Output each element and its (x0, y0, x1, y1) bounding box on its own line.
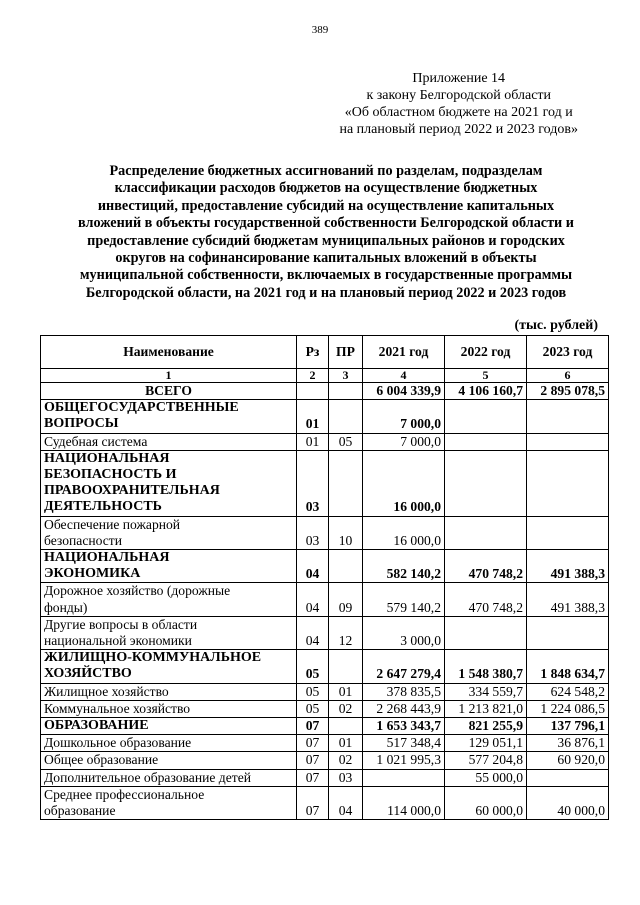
row-name (41, 550, 297, 583)
row-value-2022: 470 748,2 (445, 583, 527, 616)
row-name-line: БЕЗОПАСНОСТЬ И (44, 467, 177, 483)
table-row (41, 769, 609, 786)
row-value-2021 (363, 769, 445, 786)
row-name (41, 383, 297, 400)
row-pr (329, 650, 363, 683)
row-value-2023: 1 848 634,7 (527, 650, 609, 683)
row-value-2023: 2 895 078,5 (527, 383, 609, 400)
row-name-line: Судебная система (44, 433, 148, 449)
row-rz: 07 (297, 769, 329, 786)
row-name-line: безопасности (44, 532, 123, 548)
row-value-2023 (527, 516, 609, 549)
row-name (41, 433, 297, 450)
title-line: Белгородской области, на 2021 год и на плановый период 2022 и 2023 годов (85, 284, 567, 301)
row-name-line: Другие вопросы в области (44, 616, 198, 632)
row-value-2022: 60 000,0 (445, 786, 527, 819)
row-name (41, 516, 297, 549)
row-value-2021: 378 835,5 (363, 683, 445, 700)
row-rz (297, 383, 329, 400)
row-value-2021: 7 000,0 (363, 400, 445, 433)
table-row (41, 650, 609, 683)
row-name (41, 769, 297, 786)
row-value-2021: 3 000,0 (363, 616, 445, 649)
appendix-line: «Об областном бюджете на 2021 год и (344, 105, 573, 120)
row-pr: 12 (329, 616, 363, 649)
row-name-line: НАЦИОНАЛЬНАЯ (44, 450, 170, 466)
row-value-2023: 40 000,0 (527, 786, 609, 819)
row-value-2021: 1 021 995,3 (363, 752, 445, 769)
column-number: 5 (445, 369, 527, 383)
row-pr (329, 400, 363, 433)
table-row (41, 583, 609, 616)
row-value-2022: 334 559,7 (445, 683, 527, 700)
row-pr: 09 (329, 583, 363, 616)
row-pr: 10 (329, 516, 363, 549)
row-name (41, 718, 297, 735)
budget-table-body (41, 383, 609, 820)
row-value-2021: 2 647 279,4 (363, 650, 445, 683)
row-value-2023 (527, 400, 609, 433)
row-name (41, 683, 297, 700)
row-name-line: Общее образование (44, 752, 159, 768)
table-row (41, 516, 609, 549)
row-value-2023: 624 548,2 (527, 683, 609, 700)
row-name-line: ВСЕГО (145, 383, 192, 398)
appendix-line: Приложение 14 (412, 71, 506, 86)
row-name (41, 616, 297, 649)
table-row (41, 752, 609, 769)
appendix-line: к закону Белгородской области (366, 88, 552, 103)
table-row (41, 735, 609, 752)
row-name-line: ОБЩЕГОСУДАРСТВЕННЫЕ (44, 400, 239, 416)
row-value-2021: 114 000,0 (363, 786, 445, 819)
table-row (41, 616, 609, 649)
row-value-2021: 2 268 443,9 (363, 700, 445, 717)
appendix-block (339, 70, 578, 138)
row-name-line: Дополнительное образование детей (44, 769, 252, 785)
units-label: (тыс. рублей) (514, 318, 598, 333)
row-rz: 01 (297, 400, 329, 433)
row-value-2022 (445, 516, 527, 549)
row-pr: 02 (329, 700, 363, 717)
row-name-line: ЭКОНОМИКА (44, 566, 141, 582)
row-value-2022: 470 748,2 (445, 550, 527, 583)
row-name-line: ДЕЯТЕЛЬНОСТЬ (44, 499, 162, 515)
header-name: Наименование (41, 336, 297, 369)
header-pr: ПР (329, 336, 363, 369)
table-row (41, 718, 609, 735)
row-rz: 07 (297, 786, 329, 819)
row-pr: 01 (329, 735, 363, 752)
row-rz: 07 (297, 735, 329, 752)
row-rz: 04 (297, 550, 329, 583)
column-number: 3 (329, 369, 363, 383)
table-row (41, 383, 609, 400)
row-value-2023: 491 388,3 (527, 550, 609, 583)
title-line: классификации расходов бюджетов на осуществление бюджетных (114, 180, 538, 197)
budget-table (40, 335, 609, 820)
title-line: предоставление субсидий бюджетам муниципальных районов и городских (87, 232, 565, 249)
table-row (41, 433, 609, 450)
row-value-2022 (445, 616, 527, 649)
row-value-2021: 16 000,0 (363, 516, 445, 549)
row-value-2023: 60 920,0 (527, 752, 609, 769)
row-value-2022: 4 106 160,7 (445, 383, 527, 400)
row-rz: 05 (297, 700, 329, 717)
row-name (41, 400, 297, 433)
row-value-2023 (527, 433, 609, 450)
row-value-2021: 6 004 339,9 (363, 383, 445, 400)
table-row (41, 400, 609, 433)
table-row (41, 450, 609, 516)
row-pr: 02 (329, 752, 363, 769)
row-name-line: Обеспечение пожарной (44, 516, 181, 532)
row-value-2023 (527, 450, 609, 516)
appendix-line: на плановый период 2022 и 2023 годов» (339, 122, 578, 137)
title-line: Распределение бюджетных ассигнований по разделам, подразделам (109, 163, 543, 179)
column-number: 2 (297, 369, 329, 383)
column-number: 1 (41, 369, 297, 383)
row-value-2021: 16 000,0 (363, 450, 445, 516)
row-value-2022: 1 548 380,7 (445, 650, 527, 683)
row-name (41, 735, 297, 752)
row-pr (329, 383, 363, 400)
row-value-2022: 821 255,9 (445, 718, 527, 735)
row-name-line: Дошкольное образование (44, 735, 192, 751)
row-value-2023: 137 796,1 (527, 718, 609, 735)
header-rz: Рз (297, 336, 329, 369)
row-value-2022 (445, 450, 527, 516)
row-rz: 05 (297, 683, 329, 700)
title-line: муниципальной собственности, включаемых в государственные программы (79, 267, 573, 284)
row-value-2022: 55 000,0 (445, 769, 527, 786)
row-name-line: Коммунальное хозяйство (44, 700, 191, 716)
row-value-2023 (527, 616, 609, 649)
row-pr: 03 (329, 769, 363, 786)
row-value-2023: 36 876,1 (527, 735, 609, 752)
row-name (41, 752, 297, 769)
row-pr: 01 (329, 683, 363, 700)
row-name (41, 583, 297, 616)
row-rz: 05 (297, 650, 329, 683)
table-row (41, 550, 609, 583)
row-rz: 07 (297, 718, 329, 735)
row-rz: 07 (297, 752, 329, 769)
row-name-line: ЖИЛИЩНО-КОММУНАЛЬНОЕ (44, 650, 262, 666)
row-name-line: НАЦИОНАЛЬНАЯ (44, 550, 170, 566)
row-name-line: фонды) (44, 599, 88, 615)
row-rz: 04 (297, 583, 329, 616)
row-name-line: Жилищное хозяйство (44, 683, 169, 699)
row-rz: 03 (297, 516, 329, 549)
row-value-2023: 491 388,3 (527, 583, 609, 616)
row-pr: 04 (329, 786, 363, 819)
row-pr (329, 718, 363, 735)
column-number: 4 (363, 369, 445, 383)
row-pr (329, 550, 363, 583)
row-name-line: ВОПРОСЫ (44, 416, 119, 432)
table-row (41, 786, 609, 819)
row-rz: 03 (297, 450, 329, 516)
row-name (41, 700, 297, 717)
row-name-line: Дорожное хозяйство (дорожные (44, 583, 231, 599)
row-value-2021: 582 140,2 (363, 550, 445, 583)
row-value-2022: 129 051,1 (445, 735, 527, 752)
row-value-2022: 1 213 821,0 (445, 700, 527, 717)
header-2021: 2021 год (363, 336, 445, 369)
row-name-line: Среднее профессиональное (44, 786, 205, 802)
row-value-2023 (527, 769, 609, 786)
header-2023: 2023 год (527, 336, 609, 369)
row-value-2021: 579 140,2 (363, 583, 445, 616)
title-line: инвестиций, предоставление субсидий на осуществление капитальных (97, 197, 555, 214)
table-row (41, 683, 609, 700)
table-row (41, 700, 609, 717)
row-name-line: ОБРАЗОВАНИЕ (44, 718, 149, 734)
page-number: 389 (311, 24, 329, 36)
row-value-2023: 1 224 086,5 (527, 700, 609, 717)
table-header-row (41, 336, 609, 369)
row-name-line: образование (44, 803, 116, 819)
title-line: вложений в объекты государственной собственности Белгородской области и (78, 215, 574, 232)
column-number-row (41, 369, 609, 383)
header-2022: 2022 год (445, 336, 527, 369)
row-pr (329, 450, 363, 516)
column-number: 6 (527, 369, 609, 383)
row-name (41, 450, 297, 516)
row-name (41, 786, 297, 819)
title-line: округов на софинансирование капитальных вложений в объекты (115, 250, 537, 267)
row-pr: 05 (329, 433, 363, 450)
row-name-line: ПРАВООХРАНИТЕЛЬНАЯ (44, 483, 220, 499)
row-rz: 01 (297, 433, 329, 450)
row-value-2022 (445, 433, 527, 450)
row-value-2022 (445, 400, 527, 433)
row-name (41, 650, 297, 683)
row-value-2021: 1 653 343,7 (363, 718, 445, 735)
row-value-2021: 517 348,4 (363, 735, 445, 752)
row-name-line: ХОЗЯЙСТВО (44, 666, 132, 682)
row-name-line: национальной экономики (44, 633, 192, 649)
row-value-2021: 7 000,0 (363, 433, 445, 450)
document-title (40, 163, 612, 302)
row-value-2022: 577 204,8 (445, 752, 527, 769)
row-rz: 04 (297, 616, 329, 649)
